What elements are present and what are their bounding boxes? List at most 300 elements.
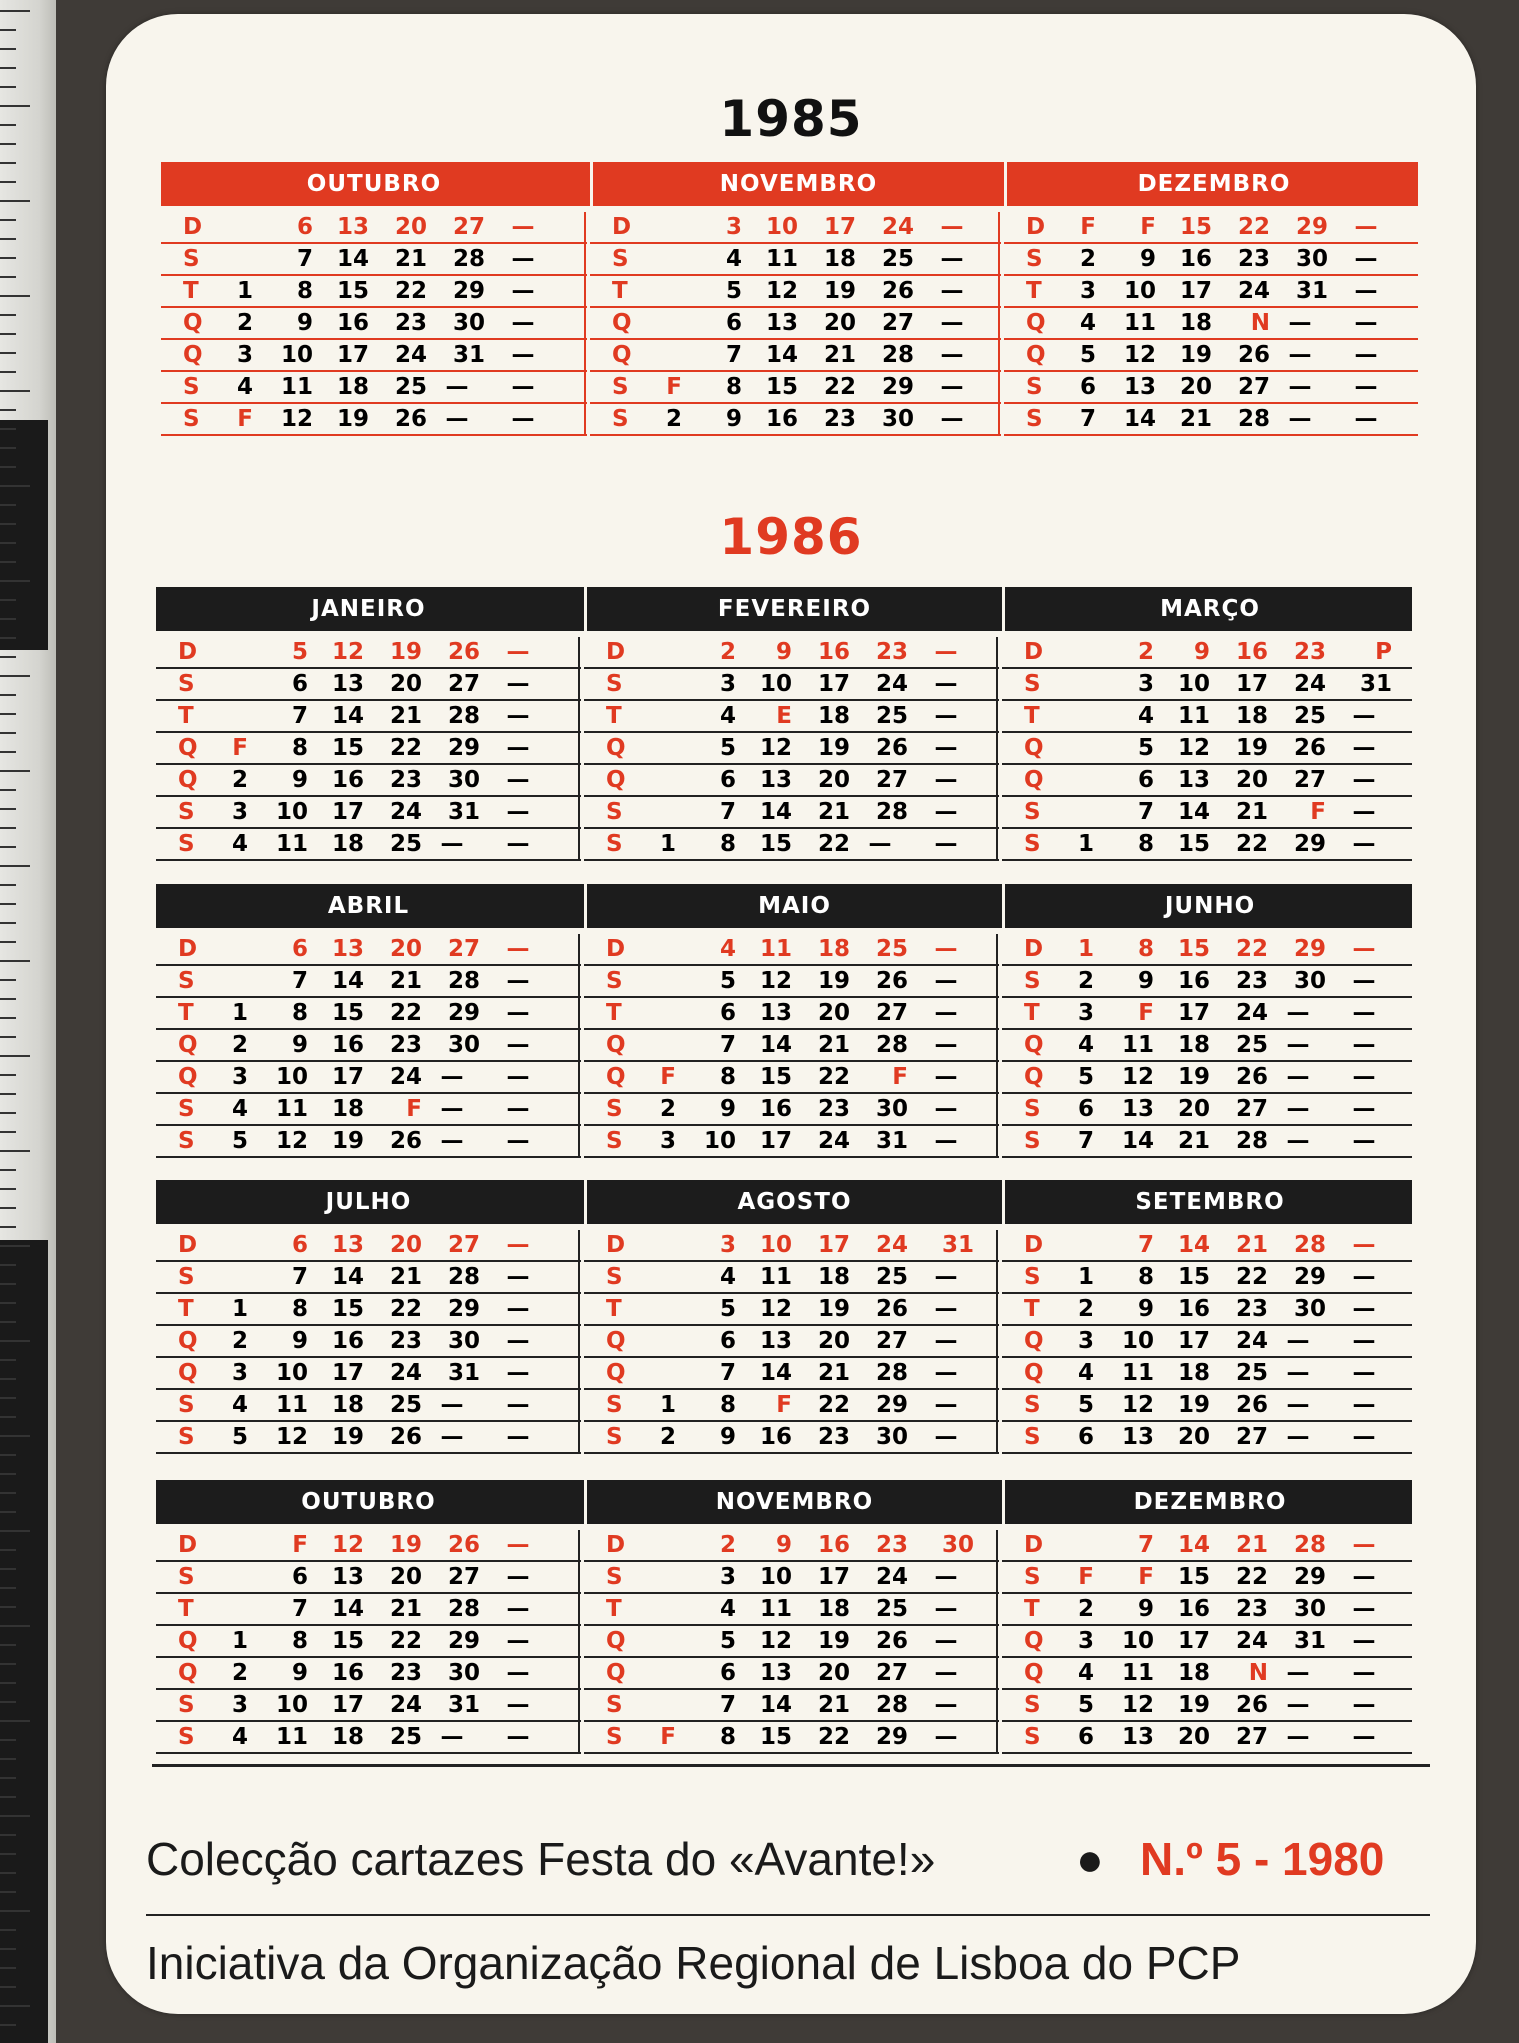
weekday-letter: S <box>1024 1724 1041 1750</box>
day-number: 21 <box>817 799 850 825</box>
day-number: — <box>506 1564 530 1590</box>
day-number: 3 <box>725 214 742 240</box>
week-row <box>590 404 1001 436</box>
day-number: 26 <box>875 1296 908 1322</box>
ruler-tick <box>0 10 30 12</box>
weekday-letter: S <box>612 406 629 432</box>
day-number: — <box>934 767 958 793</box>
day-number: 23 <box>389 767 422 793</box>
ruler-tick <box>0 941 16 943</box>
day-number: 21 <box>823 342 856 368</box>
day-number: 10 <box>275 1360 308 1386</box>
day-number: 22 <box>1237 214 1270 240</box>
week-row <box>1002 1690 1412 1722</box>
day-number: — <box>1352 1424 1376 1450</box>
day-number: — <box>1286 1064 1310 1090</box>
day-number: 19 <box>389 1532 422 1558</box>
week-row <box>156 733 581 765</box>
month-days-table <box>1002 1230 1412 1454</box>
ruler-tick <box>0 1435 30 1437</box>
ruler-tick <box>0 713 16 715</box>
day-number: 6 <box>291 1564 308 1590</box>
day-number: 20 <box>389 936 422 962</box>
day-number: 20 <box>389 1232 422 1258</box>
day-number: 21 <box>1235 1232 1268 1258</box>
ruler-tick <box>0 1891 16 1893</box>
day-number: 16 <box>1235 639 1268 665</box>
day-number: 6 <box>1077 1096 1094 1122</box>
day-number: — <box>1352 1360 1376 1386</box>
day-number: 30 <box>447 767 480 793</box>
day-number: 26 <box>394 406 427 432</box>
day-number: 7 <box>1137 799 1154 825</box>
ruler-tick <box>0 656 16 658</box>
week-row <box>156 1422 581 1454</box>
day-number: 3 <box>1077 1328 1094 1354</box>
ruler-tick <box>0 599 16 601</box>
ruler-tick <box>0 219 16 221</box>
day-number: 9 <box>719 1096 736 1122</box>
day-number: 22 <box>1235 936 1268 962</box>
ruler-tick <box>0 1549 16 1551</box>
ruler-tick <box>0 1302 16 1304</box>
day-number: 4 <box>719 703 736 729</box>
day-number: 3 <box>1079 278 1096 304</box>
day-number: — <box>1286 1328 1310 1354</box>
day-number: 31 <box>875 1128 908 1154</box>
weekday-letter: Q <box>612 310 632 336</box>
day-number: 25 <box>1293 703 1326 729</box>
day-number: 27 <box>1235 1424 1268 1450</box>
day-number: — <box>440 1128 464 1154</box>
day-number: 11 <box>1121 1032 1154 1058</box>
weekday-letter: D <box>178 1232 198 1258</box>
day-number: 30 <box>447 1032 480 1058</box>
weekday-letter: D <box>1026 214 1046 240</box>
weekday-letter: Q <box>1024 1032 1044 1058</box>
weekday-letter: T <box>178 703 194 729</box>
ruler-tick <box>0 770 30 772</box>
day-number: 27 <box>875 1328 908 1354</box>
weekday-letter: S <box>1024 1424 1041 1450</box>
day-number: 13 <box>759 1000 792 1026</box>
day-number: 11 <box>275 1724 308 1750</box>
bottom-rule <box>152 1764 1430 1767</box>
ruler-tick <box>0 1131 16 1133</box>
week-row <box>1002 637 1412 669</box>
day-number: 1 <box>659 831 676 857</box>
day-number: 1 <box>1077 831 1094 857</box>
day-number: 20 <box>817 1000 850 1026</box>
month-days-table <box>1002 934 1412 1158</box>
day-number: — <box>1288 406 1312 432</box>
day-number: — <box>440 1724 464 1750</box>
day-number: 30 <box>875 1096 908 1122</box>
day-number: — <box>934 1096 958 1122</box>
week-row <box>584 1094 999 1126</box>
day-number: — <box>1352 1392 1376 1418</box>
ruler-tick <box>0 1264 16 1266</box>
week-row <box>1002 1390 1412 1422</box>
day-number: 8 <box>719 831 736 857</box>
day-number: 15 <box>1177 1264 1210 1290</box>
day-number: F <box>1138 1000 1154 1026</box>
month-days-table <box>584 637 999 861</box>
week-row <box>584 733 999 765</box>
ruler-tick <box>0 979 16 981</box>
week-row <box>590 372 1001 404</box>
weekday-letter: Q <box>1024 767 1044 793</box>
day-number: 29 <box>447 1296 480 1322</box>
day-number: 6 <box>725 310 742 336</box>
month-days-table <box>156 934 581 1158</box>
day-number: 31 <box>447 1360 480 1386</box>
day-number: 1 <box>231 1628 248 1654</box>
day-number: 24 <box>817 1128 850 1154</box>
day-number: 16 <box>331 1328 364 1354</box>
day-number: 26 <box>881 278 914 304</box>
day-number: — <box>934 1296 958 1322</box>
day-number: 17 <box>1177 1000 1210 1026</box>
day-number: — <box>1286 1032 1310 1058</box>
week-row <box>584 1422 999 1454</box>
day-number: 10 <box>275 799 308 825</box>
weekday-letter: S <box>606 1424 623 1450</box>
day-number: — <box>506 703 530 729</box>
week-row <box>161 404 587 436</box>
day-number: 13 <box>765 310 798 336</box>
ruler-tick <box>0 694 16 696</box>
day-number: 26 <box>1237 342 1270 368</box>
day-number: 18 <box>1179 310 1212 336</box>
ruler-tick <box>0 1834 16 1836</box>
day-number: 4 <box>1077 1660 1094 1686</box>
weekday-letter: D <box>178 1532 198 1558</box>
ruler-tick <box>0 1701 16 1703</box>
day-number: 31 <box>1293 1628 1326 1654</box>
day-number: 25 <box>389 831 422 857</box>
day-number: 4 <box>725 246 742 272</box>
week-row <box>1002 1594 1412 1626</box>
day-number: 29 <box>1293 936 1326 962</box>
day-number: 25 <box>875 936 908 962</box>
day-number: 28 <box>447 703 480 729</box>
week-row <box>161 212 587 244</box>
day-number: 18 <box>331 1096 364 1122</box>
day-number: 23 <box>1235 1296 1268 1322</box>
weekday-letter: S <box>178 1564 195 1590</box>
ruler-tick <box>0 105 30 107</box>
day-number: 21 <box>389 703 422 729</box>
day-number: 1 <box>1077 1264 1094 1290</box>
week-row <box>161 244 587 276</box>
week-row <box>584 966 999 998</box>
ruler-tick <box>0 1986 16 1988</box>
day-number: — <box>940 406 964 432</box>
day-number: 22 <box>1235 831 1268 857</box>
weekday-letter: T <box>612 278 628 304</box>
ruler-tick <box>0 29 16 31</box>
day-number: 2 <box>231 767 248 793</box>
day-number: — <box>506 1628 530 1654</box>
day-number: 5 <box>231 1128 248 1154</box>
day-number: 22 <box>394 278 427 304</box>
day-number: 5 <box>1077 1064 1094 1090</box>
month-days-table <box>590 212 1001 436</box>
day-number: 22 <box>1235 1564 1268 1590</box>
day-number: 21 <box>817 1032 850 1058</box>
day-number: 25 <box>1235 1360 1268 1386</box>
day-number: — <box>934 703 958 729</box>
day-number: 25 <box>1235 1032 1268 1058</box>
week-row <box>161 372 587 404</box>
day-number: — <box>1286 1692 1310 1718</box>
day-number: 12 <box>331 1532 364 1558</box>
day-number: 7 <box>291 1264 308 1290</box>
day-number: — <box>1352 1628 1376 1654</box>
weekday-letter: S <box>606 1392 623 1418</box>
weekday-letter: D <box>1024 936 1044 962</box>
weekday-letter: Q <box>178 1328 198 1354</box>
day-number: 6 <box>1079 374 1096 400</box>
day-number: 19 <box>823 278 856 304</box>
calendar-card <box>106 14 1476 2014</box>
ruler-tick <box>0 523 16 525</box>
ruler-tick <box>0 1017 16 1019</box>
ruler-tick <box>0 162 16 164</box>
day-number: 8 <box>296 278 313 304</box>
year-title-1985: 1985 <box>719 90 863 148</box>
week-row <box>156 1326 581 1358</box>
day-number: 18 <box>817 1264 850 1290</box>
weekday-letter: Q <box>1024 1628 1044 1654</box>
day-number: 11 <box>765 246 798 272</box>
weekday-letter: D <box>1024 639 1044 665</box>
week-row <box>1002 1294 1412 1326</box>
day-number: 11 <box>1123 310 1156 336</box>
day-number: 7 <box>1079 406 1096 432</box>
footer-issue-number: N.º 5 - 1980 <box>1140 1833 1385 1885</box>
day-number: 29 <box>1295 214 1328 240</box>
ruler-tick <box>0 846 16 848</box>
day-number: — <box>1286 1724 1310 1750</box>
day-number: 17 <box>823 214 856 240</box>
weekday-letter: S <box>178 968 195 994</box>
week-row <box>156 1722 581 1754</box>
day-number: 25 <box>394 374 427 400</box>
ruler-tick <box>0 542 16 544</box>
day-number: — <box>1352 703 1376 729</box>
weekday-letter: D <box>606 1532 626 1558</box>
day-number: 1 <box>231 1296 248 1322</box>
day-number: — <box>934 1032 958 1058</box>
weekday-letter: S <box>1024 671 1041 697</box>
day-number: 30 <box>452 310 485 336</box>
day-number: 4 <box>236 374 253 400</box>
day-number: 9 <box>1193 639 1210 665</box>
weekday-letter: D <box>606 1232 626 1258</box>
day-number: 29 <box>875 1392 908 1418</box>
week-row <box>590 340 1001 372</box>
weekday-letter: Q <box>178 1660 198 1686</box>
day-number: 14 <box>759 799 792 825</box>
day-number: — <box>506 1660 530 1686</box>
day-number: 26 <box>1293 735 1326 761</box>
day-number: 24 <box>1235 1628 1268 1654</box>
day-number: — <box>934 1000 958 1026</box>
day-number: — <box>1286 1424 1310 1450</box>
weekday-letter: Q <box>1024 735 1044 761</box>
day-number: — <box>940 278 964 304</box>
day-number: 13 <box>331 1232 364 1258</box>
day-number: 31 <box>1295 278 1328 304</box>
day-number: 3 <box>1077 1000 1094 1026</box>
day-number: 27 <box>447 1232 480 1258</box>
day-number: 19 <box>1179 342 1212 368</box>
day-number: 30 <box>1295 246 1328 272</box>
day-number: 2 <box>1077 1596 1094 1622</box>
day-number: 28 <box>447 968 480 994</box>
day-number: — <box>1352 1692 1376 1718</box>
weekday-letter: S <box>1024 831 1041 857</box>
day-number: 16 <box>1177 968 1210 994</box>
week-row <box>156 1358 581 1390</box>
day-number: 7 <box>719 1692 736 1718</box>
week-row <box>1002 1562 1412 1594</box>
ruler-tick <box>0 2005 30 2007</box>
day-number: — <box>506 671 530 697</box>
day-number: 14 <box>765 342 798 368</box>
day-number: 7 <box>291 703 308 729</box>
day-number: — <box>934 1564 958 1590</box>
week-row <box>156 1062 581 1094</box>
ruler-tick <box>0 1473 16 1475</box>
ruler-tick <box>0 200 30 202</box>
day-number: 3 <box>1137 671 1154 697</box>
column-separator <box>578 1530 580 1754</box>
day-number: — <box>506 1328 530 1354</box>
weekday-letter: S <box>178 1264 195 1290</box>
day-number: F <box>1078 1564 1094 1590</box>
day-number: — <box>1352 831 1376 857</box>
day-number: 11 <box>759 1264 792 1290</box>
day-number: 29 <box>1293 1264 1326 1290</box>
day-number: 16 <box>336 310 369 336</box>
day-number: 27 <box>1235 1724 1268 1750</box>
ruler-tick <box>0 1606 16 1608</box>
ruler-tick <box>0 580 30 582</box>
column-separator <box>996 1530 998 1754</box>
day-number: 8 <box>725 374 742 400</box>
day-number: — <box>506 1128 530 1154</box>
day-number: 25 <box>389 1392 422 1418</box>
day-number: 18 <box>331 1392 364 1418</box>
day-number: 21 <box>389 1596 422 1622</box>
ruler-tick <box>0 86 16 88</box>
day-number: 20 <box>817 1328 850 1354</box>
day-number: 12 <box>1177 735 1210 761</box>
day-number: 6 <box>719 1000 736 1026</box>
day-number: 17 <box>1177 1328 1210 1354</box>
day-number: 30 <box>1293 968 1326 994</box>
ruler-tick <box>0 1530 30 1532</box>
day-number: 8 <box>1137 1264 1154 1290</box>
weekday-letter: S <box>178 671 195 697</box>
ruler-tick <box>0 1397 16 1399</box>
ruler-tick <box>0 1511 16 1513</box>
weekday-letter: S <box>1026 406 1043 432</box>
ruler-tick <box>0 314 16 316</box>
day-number: 26 <box>1235 1392 1268 1418</box>
day-number: — <box>440 1392 464 1418</box>
day-number: 16 <box>331 1032 364 1058</box>
day-number: 10 <box>759 1564 792 1590</box>
day-number: 27 <box>447 936 480 962</box>
week-row <box>584 765 999 797</box>
day-number: — <box>506 1064 530 1090</box>
weekday-letter: D <box>1024 1232 1044 1258</box>
ruler-tick <box>0 1663 16 1665</box>
day-number: 23 <box>389 1032 422 1058</box>
day-number: 4 <box>231 1392 248 1418</box>
day-number: 9 <box>291 1660 308 1686</box>
day-number: 16 <box>817 1532 850 1558</box>
day-number: 9 <box>725 406 742 432</box>
day-number: 28 <box>1293 1232 1326 1258</box>
day-number: — <box>934 1264 958 1290</box>
day-number: 21 <box>1235 799 1268 825</box>
week-row <box>1002 1262 1412 1294</box>
day-number: 2 <box>231 1660 248 1686</box>
week-row <box>1002 669 1412 701</box>
day-number: — <box>1354 246 1378 272</box>
day-number: 20 <box>1177 1724 1210 1750</box>
day-number: 4 <box>719 936 736 962</box>
day-number: 23 <box>1237 246 1270 272</box>
day-number: 26 <box>875 1628 908 1654</box>
week-row <box>156 637 581 669</box>
day-number: 10 <box>765 214 798 240</box>
day-number: 13 <box>1177 767 1210 793</box>
weekday-letter: S <box>183 374 200 400</box>
day-number: 9 <box>291 767 308 793</box>
day-number: 24 <box>389 1360 422 1386</box>
weekday-letter: T <box>606 703 622 729</box>
day-number: — <box>1354 310 1378 336</box>
week-row <box>584 1722 999 1754</box>
day-number: 30 <box>1293 1296 1326 1322</box>
day-number: 11 <box>1121 1360 1154 1386</box>
weekday-letter: T <box>1024 703 1040 729</box>
weekday-letter: Q <box>178 1360 198 1386</box>
day-number: 20 <box>1179 374 1212 400</box>
day-number: 27 <box>452 214 485 240</box>
week-row <box>1002 1030 1412 1062</box>
day-number: 4 <box>231 831 248 857</box>
weekday-letter: Q <box>606 1660 626 1686</box>
week-row <box>156 1094 581 1126</box>
weekday-letter: Q <box>1024 1328 1044 1354</box>
day-number: 11 <box>759 1596 792 1622</box>
weekday-letter: Q <box>606 1360 626 1386</box>
day-number: 18 <box>1177 1360 1210 1386</box>
day-number: 22 <box>389 735 422 761</box>
day-number: — <box>934 1424 958 1450</box>
day-number: 7 <box>725 342 742 368</box>
day-number: 15 <box>1177 831 1210 857</box>
week-row <box>584 1626 999 1658</box>
week-row <box>156 1126 581 1158</box>
